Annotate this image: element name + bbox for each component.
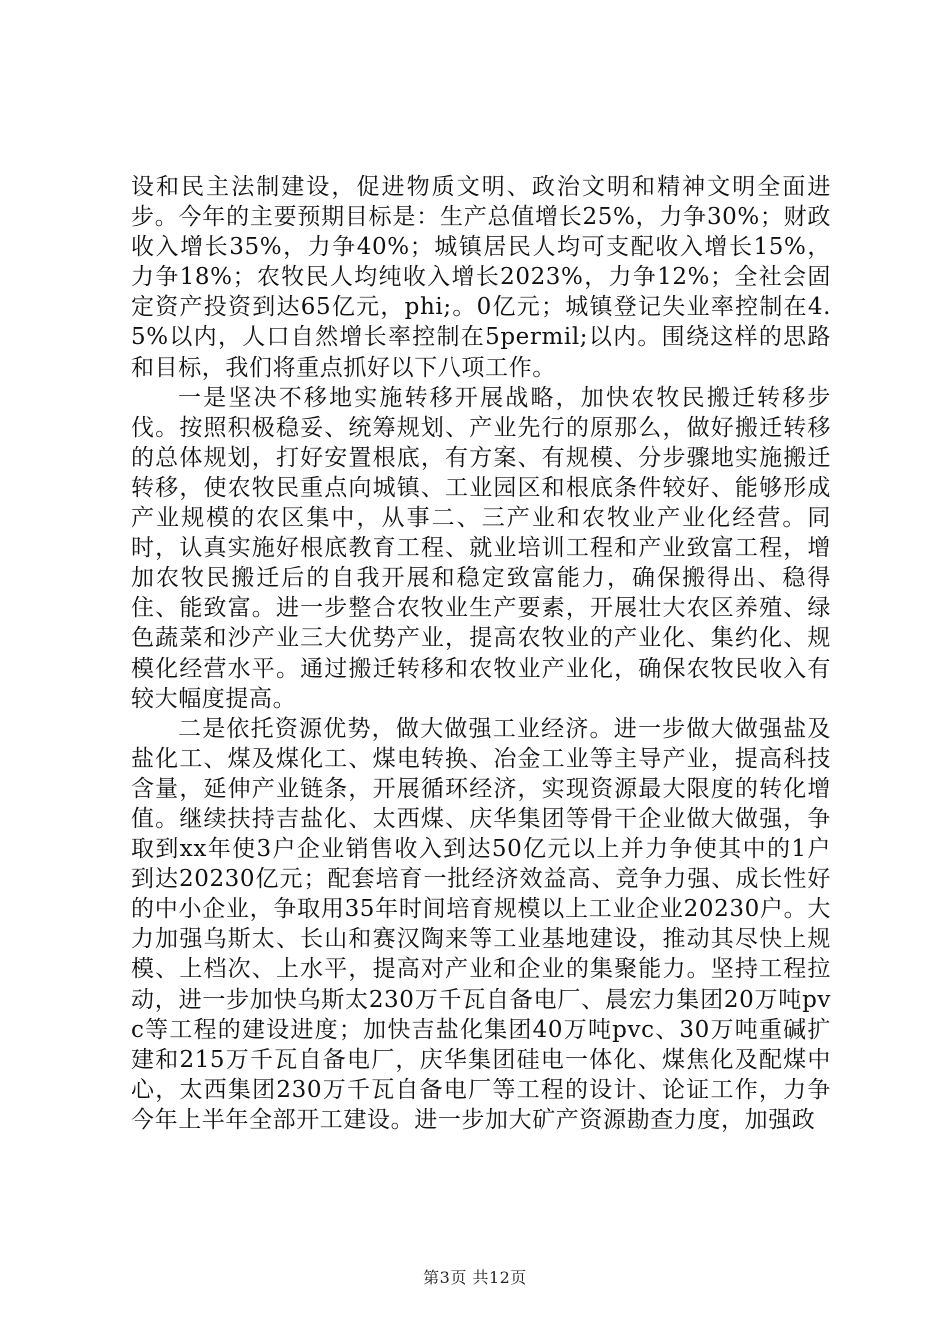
document-body [131,172,831,1135]
paragraph-migration-strategy: 一是坚决不移地实施转移开展战略，加快农牧民搬迁转移步伐。按照积极稳妥、统筹规划、产业先行的原那么，做好搬迁转移的总体规划，打好安置根底，有方案、有规模、分步骤地实施搬迁转移，使农牧民重点向城镇、工业园区和根底条件较好、能够形成产业规模的农区集中，从事二、三产业和农牧业产业化经营。同时，认真实施好根底教育工程、就业培训工程和产业致富工程，增加农牧民搬迁后的自我开展和稳定致富能力，确保搬得出、稳得住、能致富。进一步整合农牧业生产要素，开展壮大农区养殖、绿色蔬菜和沙产业三大优势产业，提高农牧业的产业化、集约化、规模化经营水平。通过搬迁转移和农牧业产业化，确保农牧民收入有较大幅度提高。 [131,384,831,712]
page-number-footer: 第3页 共12页 [423,1268,527,1287]
paragraph-continuation: 设和民主法制建设，促进物质文明、政治文明和精神文明全面进步。今年的主要预期目标是：生产总值增长25%，力争30%；财政收入增长35%，力争40%；城镇居民人均可支配收入增长15%，力争18%；农牧民人均纯收入增长2023%，力争12%；全社会固定资产投资到达65亿元，phi;。0亿元；城镇登记失业率控制在4.5%以内，人口自然增长率控制在5permil;以内。围绕这样的思路和目标，我们将重点抓好以下八项工作。 [131,174,831,381]
paragraph-industrial-economy: 二是依托资源优势，做大做强工业经济。进一步做大做强盐及盐化工、煤及煤化工、煤电转换、冶金工业等主导产业，提高科技含量，延伸产业链条，开展循环经济，实现资源最大限度的转化增值。继续扶持吉盐化、太西煤、庆华集团等骨干企业做大做强，争取到xx年使3户企业销售收入到达50亿元以上并力争使其中的1户到达20230亿元；配套培育一批经济效益高、竞争力强、成长性好的中小企业，争取用35年时间培育规模以上工业企业20230户。大力加强乌斯太、长山和赛汉陶来等工业基地建设，推动其尽快上规模、上档次、上水平，提高对产业和企业的集聚能力。坚持工程拉动，进一步加快乌斯太230万千瓦自备电厂、晨宏力集团20万吨pvc等工程的建设进度；加快吉盐化集团40万吨pvc、30万吨重碱扩建和215万千瓦自备电厂，庆华集团硅电一体化、煤焦化及配煤中心，太西集团230万千瓦自备电厂等工程的设计、论证工作，力争今年上半年全部开工建设。进一步加大矿产资源勘查力度，加强政 [131,715,831,1133]
